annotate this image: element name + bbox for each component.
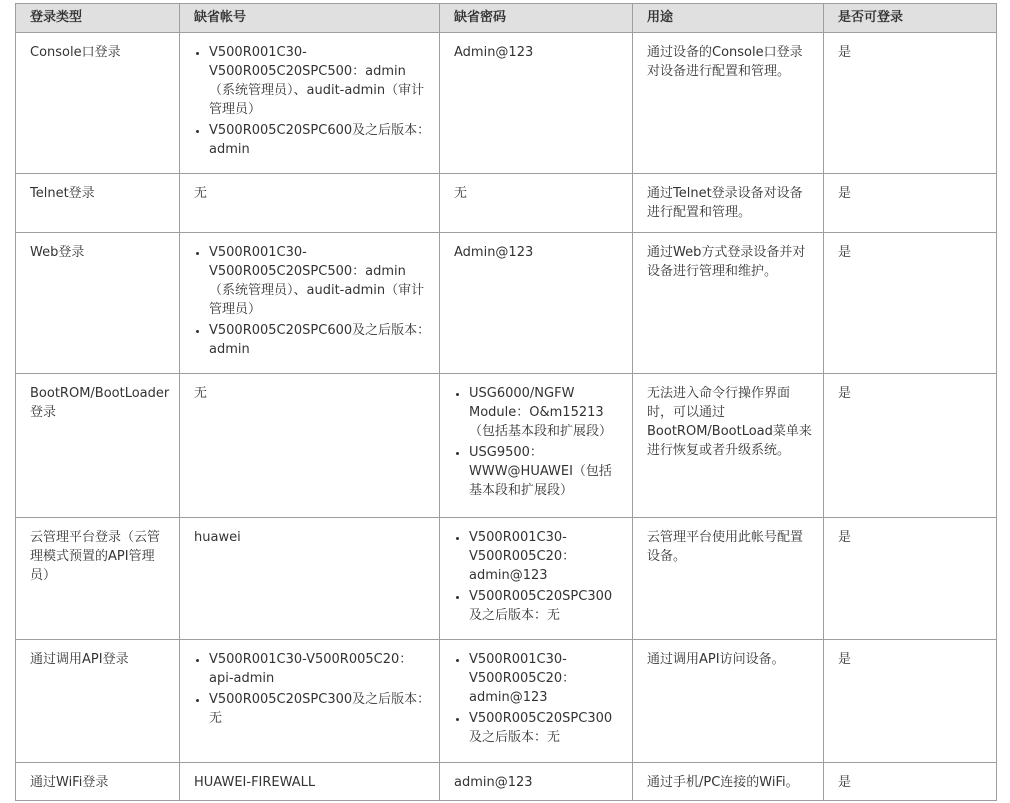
cell-default-account [180, 33, 440, 174]
cell-default-password: admin@123 [440, 763, 633, 801]
default-accounts-table [15, 3, 997, 801]
cell-default-password [440, 518, 633, 640]
cell-default-account: HUAWEI-FIREWALL [180, 763, 440, 801]
table-row [16, 374, 997, 518]
header-usage: 用途 [633, 4, 824, 33]
header-default-account: 缺省帐号 [180, 4, 440, 33]
cell-login-type: 云管理平台登录（云管理模式预置的API管理员） [16, 518, 180, 640]
cell-default-password: 无 [440, 174, 633, 233]
header-row [16, 4, 997, 33]
header-can-login: 是否可登录 [824, 4, 997, 33]
cell-usage: 无法进入命令行操作界面时，可以通过BootROM/BootLoad菜单来进行恢复或者升级系统。 [633, 374, 824, 518]
list-item: • V500R001C30-V500R005C20：admin@123 [469, 650, 624, 707]
table-row [16, 174, 997, 233]
list-item: • USG9500：WWW@HUAWEI（包括基本段和扩展段） [469, 443, 624, 500]
cell-default-account: 无 [180, 174, 440, 233]
list-item: • V500R005C20SPC600及之后版本：admin [209, 321, 431, 359]
cell-can-login: 是 [824, 374, 997, 518]
cell-login-type: 通过调用API登录 [16, 640, 180, 763]
cell-default-password: Admin@123 [440, 33, 633, 174]
list-item: • V500R001C30-V500R005C20：admin@123 [469, 528, 624, 585]
list-item: • V500R001C30-V500R005C20：api-admin [209, 650, 431, 688]
account-list [194, 650, 431, 728]
cell-default-password: Admin@123 [440, 233, 633, 374]
cell-can-login: 是 [824, 763, 997, 801]
cell-login-type: Console口登录 [16, 33, 180, 174]
list-item: • V500R001C30-V500R005C20SPC500：admin（系统管理员）、audit-admin（审计管理员） [209, 43, 431, 119]
header-default-password: 缺省密码 [440, 4, 633, 33]
table-row [16, 518, 997, 640]
table-row [16, 640, 997, 763]
password-list [454, 384, 624, 500]
list-item: • V500R001C30-V500R005C20SPC500：admin（系统管理员）、audit-admin（审计管理员） [209, 243, 431, 319]
cell-default-password [440, 374, 633, 518]
cell-login-type: Telnet登录 [16, 174, 180, 233]
list-item: • V500R005C20SPC300及之后版本：无 [469, 709, 624, 747]
cell-usage: 通过设备的Console口登录对设备进行配置和管理。 [633, 33, 824, 174]
cell-can-login: 是 [824, 640, 997, 763]
list-item: • V500R005C20SPC600及之后版本：admin [209, 121, 431, 159]
table-row [16, 763, 997, 801]
list-item: • USG6000/NGFW Module：O&m15213（包括基本段和扩展段） [469, 384, 624, 441]
cell-default-account: huawei [180, 518, 440, 640]
cell-usage: 通过调用API访问设备。 [633, 640, 824, 763]
cell-usage: 通过Web方式登录设备并对设备进行管理和维护。 [633, 233, 824, 374]
cell-default-account: 无 [180, 374, 440, 518]
list-item: • V500R005C20SPC300及之后版本：无 [209, 690, 431, 728]
cell-default-account [180, 233, 440, 374]
cell-default-password [440, 640, 633, 763]
cell-default-account [180, 640, 440, 763]
cell-can-login: 是 [824, 518, 997, 640]
cell-usage: 通过手机/PC连接的WiFi。 [633, 763, 824, 801]
password-list [454, 650, 624, 747]
account-list [194, 43, 431, 159]
cell-login-type: BootROM/BootLoader登录 [16, 374, 180, 518]
table-row [16, 33, 997, 174]
cell-usage: 云管理平台使用此帐号配置设备。 [633, 518, 824, 640]
cell-login-type: Web登录 [16, 233, 180, 374]
header-login-type: 登录类型 [16, 4, 180, 33]
cell-can-login: 是 [824, 233, 997, 374]
list-item: • V500R005C20SPC300及之后版本：无 [469, 587, 624, 625]
password-list [454, 528, 624, 625]
cell-login-type: 通过WiFi登录 [16, 763, 180, 801]
account-list [194, 243, 431, 359]
cell-usage: 通过Telnet登录设备对设备进行配置和管理。 [633, 174, 824, 233]
table-row [16, 233, 997, 374]
cell-can-login: 是 [824, 174, 997, 233]
cell-can-login: 是 [824, 33, 997, 174]
